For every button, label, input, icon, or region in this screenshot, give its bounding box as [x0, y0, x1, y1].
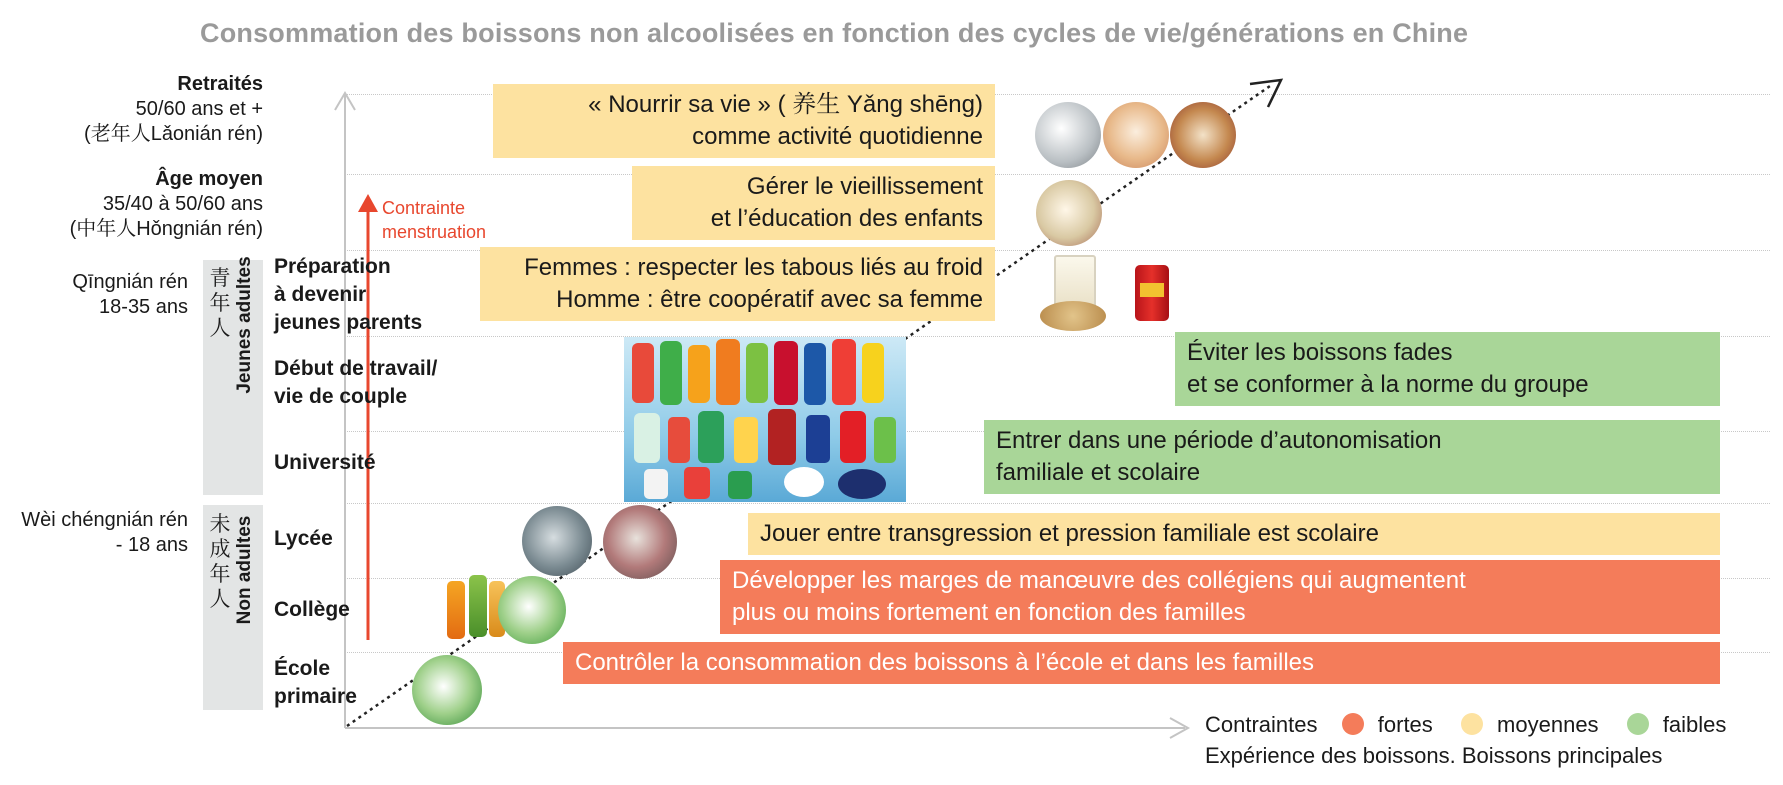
- group-non-adultes-cjk: 未成年人: [209, 513, 231, 611]
- stage-debut-travail: Début de travail/ vie de couple: [274, 357, 438, 408]
- legend-moyennes-label: moyennes: [1497, 712, 1599, 737]
- legend-faibles-swatch: [1627, 713, 1649, 735]
- age-moyen-name: Âge moyen: [155, 168, 263, 190]
- stage-universite: Université: [274, 451, 376, 474]
- school-cup-photo: [412, 655, 482, 725]
- age-moyen-ages: 35/40 à 50/60 ans: [102, 193, 263, 215]
- retraites-name: Retraités: [177, 73, 263, 95]
- teapot-photo: [1035, 102, 1101, 168]
- box-nourrir: « Nourrir sa vie » ( 养生 Yǎng shēng) comme activité quotidienne: [493, 84, 995, 158]
- x-axis-label: Expérience des boissons. Boissons principales: [1205, 743, 1663, 768]
- red-can-photo: [1135, 265, 1169, 321]
- stage-ecole-primaire: École primaire: [274, 657, 357, 708]
- label-qingnian: [72, 270, 188, 320]
- legend-fortes-label: fortes: [1377, 712, 1433, 737]
- box-entrer: Entrer dans une période d’autonomisation familiale et scolaire: [984, 420, 1720, 494]
- box-gerer: Gérer le vieillissement et l’éducation des enfants: [632, 166, 995, 240]
- constraint-arrowhead: [358, 194, 378, 212]
- school-drinks-photo: [603, 505, 677, 579]
- stage-college: Collège: [274, 598, 350, 621]
- box-femmes: Femmes : respecter les tabous liés au froid Homme : être coopératif avec sa femme: [480, 247, 995, 321]
- weichengnian-name: Wèi chéngnián rén: [21, 509, 188, 531]
- box-jouer: Jouer entre transgression et pression familiale est scolaire: [748, 513, 1720, 555]
- qingnian-name: Qīngnián rén: [72, 271, 188, 293]
- herbs-photo: [1170, 102, 1236, 168]
- soy-milk-photo: [1040, 255, 1106, 335]
- label-age-moyen: [70, 167, 263, 242]
- constraint-arrow-label: Contrainte menstruation: [382, 198, 487, 242]
- legend-fortes-swatch: [1342, 713, 1364, 735]
- box-developper: Développer les marges de manœuvre des collégiens qui augmentent plus ou moins fortement en fonction des familles: [720, 560, 1720, 634]
- box-controler: Contrôler la consommation des boissons à l’école et dans les familles: [563, 642, 1720, 684]
- retraites-chinese: (老年人Lǎonián rén): [84, 123, 263, 145]
- retraites-ages: 50/60 ans et +: [135, 98, 263, 120]
- age-moyen-chinese: (中年人Hǒngnián rén): [69, 218, 263, 240]
- legend-moyennes-swatch: [1461, 713, 1483, 735]
- page-title: Consommation des boissons non alcoolisées en fonction des cycles de vie/générations en Chine: [200, 18, 1469, 48]
- trend-arrowhead: [1250, 80, 1281, 107]
- drinks-collage-photo: [624, 337, 906, 502]
- legend-title: Contraintes: [1205, 712, 1318, 737]
- stage-lycee: Lycée: [274, 527, 333, 550]
- group-jeunes-adultes-label: Jeunes adultes: [234, 256, 255, 394]
- group-jeunes-adultes-cjk: 青年人: [209, 267, 231, 340]
- herbal-tea-photo: [1036, 180, 1102, 246]
- label-retraites: [84, 72, 263, 147]
- label-weichengnian: [21, 508, 188, 558]
- classroom-photo: [522, 506, 592, 576]
- stage-preparation: Préparation à devenir jeunes parents: [274, 255, 423, 334]
- weichengnian-ages: - 18 ans: [115, 534, 188, 556]
- legend: [1205, 712, 1726, 738]
- group-non-adultes-label: Non adultes: [234, 515, 255, 625]
- soup-bowl-photo: [1103, 102, 1169, 168]
- legend-faibles-label: faibles: [1662, 712, 1727, 737]
- box-eviter: Éviter les boissons fades et se conformer à la norme du groupe: [1175, 332, 1720, 406]
- green-cup-photo: [498, 576, 566, 644]
- qingnian-ages: 18-35 ans: [99, 296, 188, 318]
